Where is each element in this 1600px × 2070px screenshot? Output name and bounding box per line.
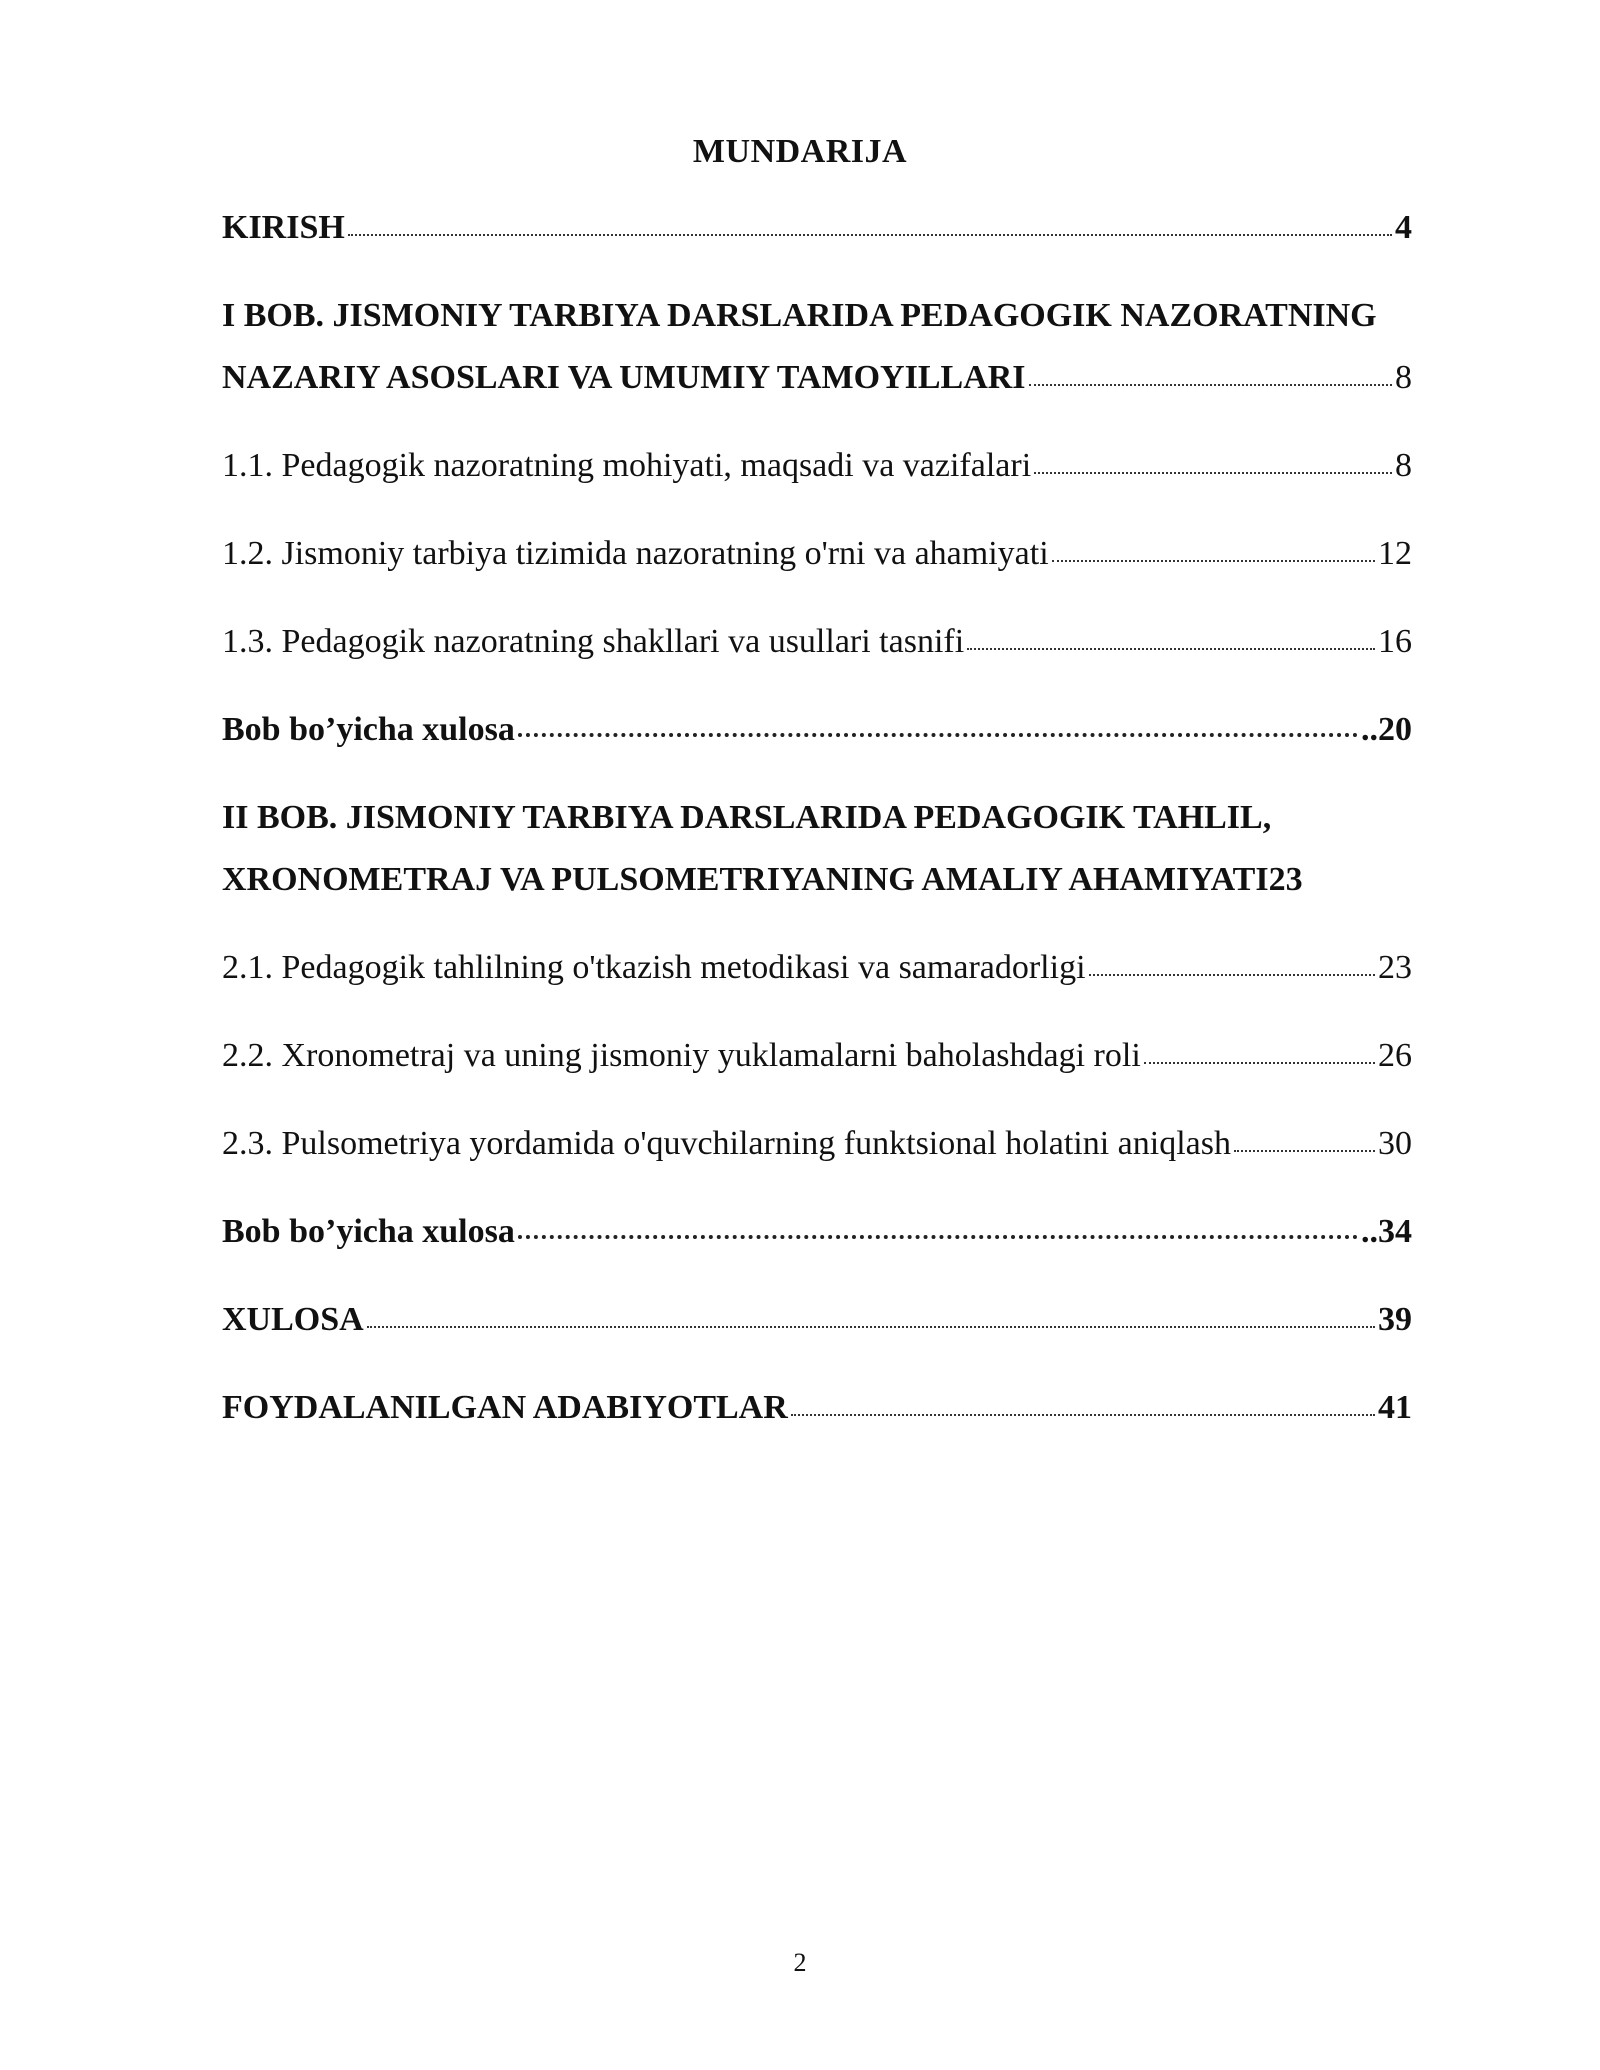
toc-entry-page: 26 <box>1378 1037 1412 1074</box>
dot-leader <box>518 1235 1358 1239</box>
toc-entry-chapter-2-line1[interactable] <box>222 798 1412 838</box>
toc-entry-page: 12 <box>1378 535 1412 572</box>
toc-entry-text: 1.2. Jismoniy tarbiya tizimida nazoratning o'rni va ahamiyati <box>222 535 1049 572</box>
toc-entry-chapter-2[interactable] <box>222 860 1412 900</box>
dot-leader <box>791 1414 1375 1416</box>
toc-entry-text: XRONOMETRAJ VA PULSOMETRIYANING AMALIY AHAMIYATI <box>222 861 1269 898</box>
toc-entry-text: XULOSA <box>222 1301 364 1338</box>
toc-entry-page: 41 <box>1378 1389 1412 1426</box>
toc-entry-2-1[interactable] <box>222 948 1412 988</box>
toc-entry-text: NAZARIY ASOSLARI VA UMUMIY TAMOYILLARI <box>222 359 1026 396</box>
toc-entry-references[interactable] <box>222 1388 1412 1428</box>
toc-entry-xulosa[interactable] <box>222 1300 1412 1340</box>
toc-entry-text: II BOB. JISMONIY TARBIYA DARSLARIDA PEDAGOGIK TAHLIL, <box>222 799 1272 836</box>
toc-entry-text: 2.3. Pulsometriya yordamida o'quvchilarning funktsional holatini aniqlash <box>222 1125 1231 1162</box>
toc-entry-kirish[interactable] <box>222 208 1412 248</box>
toc-entry-2-3[interactable] <box>222 1124 1412 1164</box>
toc-entry-page: ..20 <box>1361 711 1412 748</box>
dot-leader <box>1144 1062 1375 1064</box>
toc-entry-text: KIRISH <box>222 209 345 246</box>
toc-entry-text: Bob bo’yicha xulosa <box>222 711 515 748</box>
toc-entry-2-2[interactable] <box>222 1036 1412 1076</box>
dot-leader <box>967 648 1375 650</box>
toc-entry-page: 8 <box>1395 359 1412 396</box>
toc-entry-chapter-1-line1[interactable] <box>222 296 1492 336</box>
toc-title: MUNDARIJA <box>692 133 908 170</box>
toc-entry-page: 23 <box>1378 949 1412 986</box>
dot-leader <box>518 733 1358 737</box>
dot-leader <box>1052 560 1375 562</box>
toc-entry-1-3[interactable] <box>222 622 1412 662</box>
dot-leader <box>367 1326 1375 1328</box>
toc-entry-chapter-2-summary[interactable] <box>222 1212 1412 1252</box>
dot-leader <box>348 234 1392 236</box>
toc-entry-1-2[interactable] <box>222 534 1412 574</box>
toc-entry-text: 1.1. Pedagogik nazoratning mohiyati, maqsadi va vazifalari <box>222 447 1032 484</box>
toc-entry-1-1[interactable] <box>222 446 1412 486</box>
dot-leader <box>1089 974 1375 976</box>
toc-entry-chapter-1[interactable] <box>222 358 1412 398</box>
toc-entry-page: 30 <box>1378 1125 1412 1162</box>
toc-entry-chapter-1-summary[interactable] <box>222 710 1412 750</box>
dot-leader <box>1029 384 1392 386</box>
toc-entry-text: 2.2. Xronometraj va uning jismoniy yuklamalarni baholashdagi roli <box>222 1037 1141 1074</box>
toc-entry-text: I BOB. JISMONIY TARBIYA DARSLARIDA PEDAGOGIK NAZORATNING <box>222 297 1377 334</box>
toc-entry-page: 39 <box>1378 1301 1412 1338</box>
toc-entry-page: 4 <box>1395 209 1412 246</box>
toc-entry-text: 1.3. Pedagogik nazoratning shakllari va usullari tasnifi <box>222 623 965 660</box>
toc-entry-page: 16 <box>1378 623 1412 660</box>
dot-leader <box>1234 1150 1375 1152</box>
dot-leader <box>1034 472 1392 474</box>
toc-entry-text: 2.1. Pedagogik tahlilning o'tkazish metodikasi va samaradorligi <box>222 949 1086 986</box>
toc-entry-text: Bob bo’yicha xulosa <box>222 1213 515 1250</box>
toc-entry-text: FOYDALANILGAN ADABIYOTLAR <box>222 1389 788 1426</box>
toc-entry-page: 23 <box>1268 861 1303 898</box>
toc-entry-page: 8 <box>1395 447 1412 484</box>
toc-entry-page: ..34 <box>1361 1213 1412 1250</box>
page-number: 2 <box>793 1948 807 1977</box>
